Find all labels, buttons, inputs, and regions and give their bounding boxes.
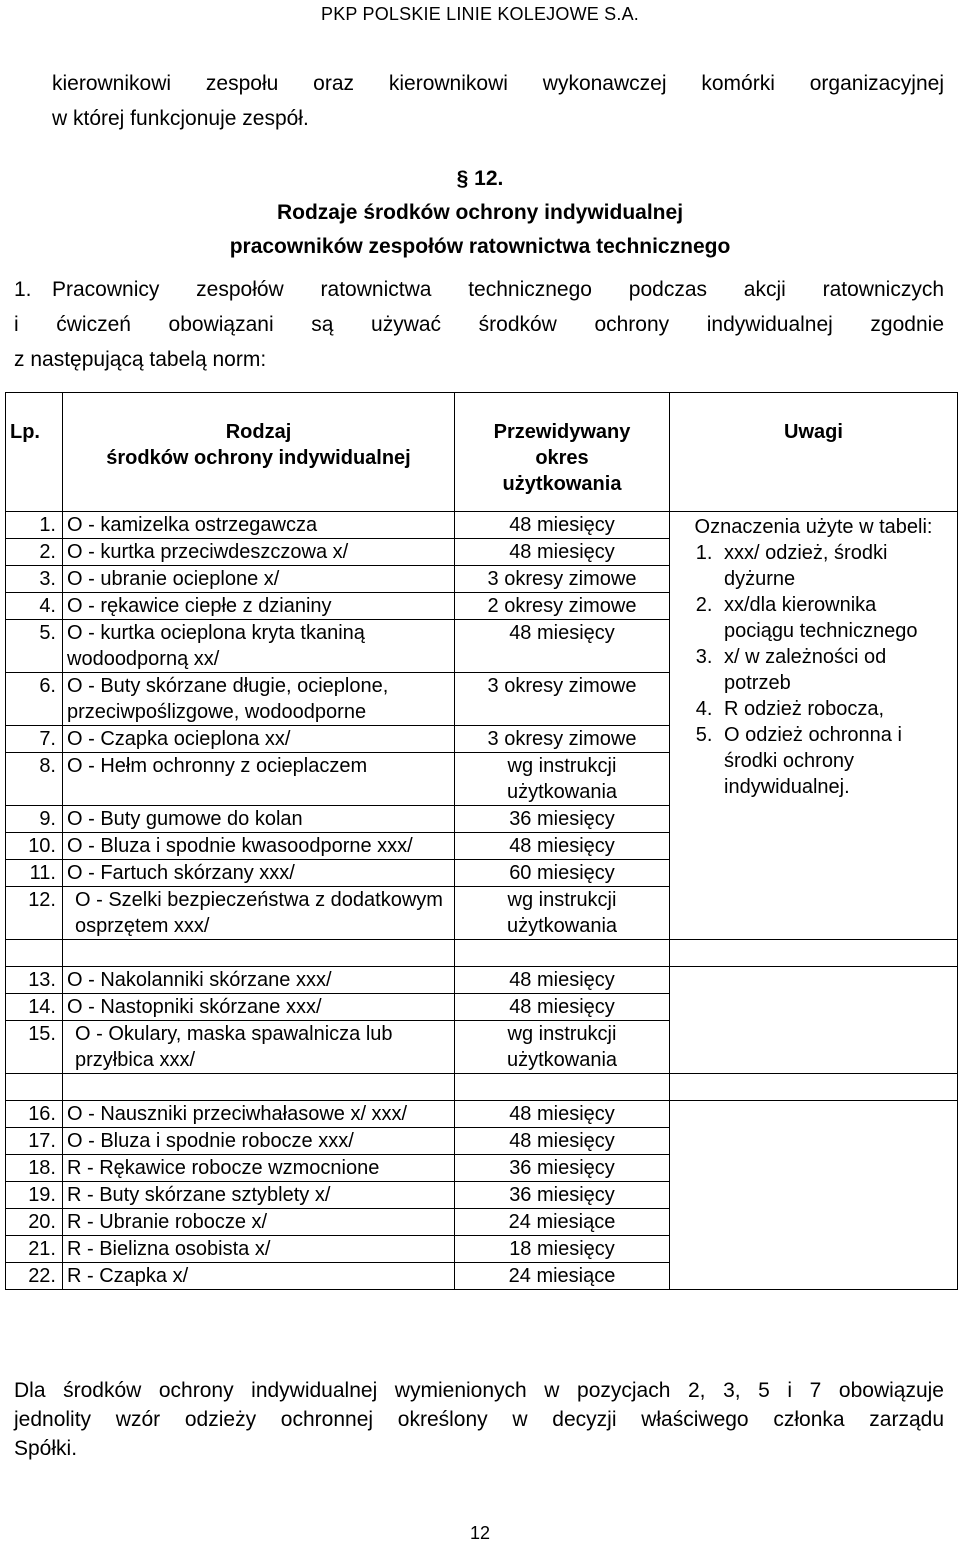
row-item: R - Rękawice robocze wzmocnione: [63, 1155, 455, 1182]
row-item: O - Hełm ochronny z ocieplaczem: [63, 753, 455, 806]
row-lp: 9.: [6, 806, 63, 833]
row-period: wg instrukcji użytkowania: [455, 887, 670, 940]
row-lp: 2.: [6, 539, 63, 566]
row-lp: 6.: [6, 673, 63, 726]
row-period: 24 miesiące: [455, 1209, 670, 1236]
row-period: wg instrukcji użytkowania: [455, 1021, 670, 1074]
row-period: 48 miesięcy: [455, 833, 670, 860]
table-row: [6, 512, 958, 539]
row-period: 3 okresy zimowe: [455, 673, 670, 726]
row-lp: 11.: [6, 860, 63, 887]
note-item: 2. xx/dla kierownika pociągu technicznego: [718, 592, 951, 644]
row-lp: 8.: [6, 753, 63, 806]
row-period: 48 miesięcy: [455, 1101, 670, 1128]
row-item: O - Buty gumowe do kolan: [63, 806, 455, 833]
row-item: O - rękawice ciepłe z dzianiny: [63, 593, 455, 620]
header-lp: Lp.: [6, 393, 63, 512]
row-period: 48 miesięcy: [455, 1128, 670, 1155]
header-period: [455, 393, 670, 512]
row-lp: 17.: [6, 1128, 63, 1155]
empty-notes-cell: [670, 967, 958, 1074]
row-item: R - Czapka x/: [63, 1263, 455, 1290]
row-item: O - kurtka przeciwdeszczowa x/: [63, 539, 455, 566]
row-lp: 20.: [6, 1209, 63, 1236]
row-lp: 5.: [6, 620, 63, 673]
point-line: Pracownicy zespołów ratownictwa technicznego podczas akcji ratowniczych: [52, 278, 944, 301]
row-lp: 3.: [6, 566, 63, 593]
row-period: 3 okresy zimowe: [455, 726, 670, 753]
row-lp: 19.: [6, 1182, 63, 1209]
row-lp: 22.: [6, 1263, 63, 1290]
row-lp: 1.: [6, 512, 63, 539]
row-item: O - Czapka ocieplona xx/: [63, 726, 455, 753]
row-item: O - ubranie ocieplone x/: [63, 566, 455, 593]
row-item: R - Buty skórzane sztyblety x/: [63, 1182, 455, 1209]
notes-title: Oznaczenia użyte w tabeli:: [694, 516, 933, 538]
row-period: 48 miesięcy: [455, 512, 670, 539]
empty-notes-cell: [670, 1101, 958, 1290]
row-item: O - Nakolanniki skórzane xxx/: [63, 967, 455, 994]
table-row-spacer: [6, 940, 958, 967]
header-type-line: środków ochrony indywidualnej: [106, 447, 411, 469]
note-item: 1. xxx/ odzież, środki dyżurne: [718, 540, 951, 592]
header-period-line: okres: [535, 447, 589, 469]
row-period: wg instrukcji użytkowania: [455, 753, 670, 806]
header-type-line: Rodzaj: [225, 421, 292, 443]
closing-paragraph: [14, 1376, 944, 1463]
page-number: 12: [469, 1523, 491, 1543]
row-lp: 21.: [6, 1236, 63, 1263]
intro-line: w której funkcjonuje zespół.: [52, 107, 309, 130]
note-item: 4. R odzież robocza,: [718, 696, 951, 722]
row-period: 36 miesięcy: [455, 1182, 670, 1209]
point-number: 1.: [14, 278, 32, 301]
page-header: PKP POLSKIE LINIE KOLEJOWE S.A.: [321, 4, 639, 24]
row-period: 48 miesięcy: [455, 967, 670, 994]
row-item: O - Nastopniki skórzane xxx/: [63, 994, 455, 1021]
table-row: [6, 1101, 958, 1128]
spacer-cell: [63, 1074, 455, 1101]
row-item: O - Bluza i spodnie kwasoodporne xxx/: [63, 833, 455, 860]
row-lp: 13.: [6, 967, 63, 994]
row-item: O - kamizelka ostrzegawcza: [63, 512, 455, 539]
spacer-cell: [455, 1074, 670, 1101]
row-item: O - Fartuch skórzany xxx/: [63, 860, 455, 887]
spacer-cell: [670, 940, 958, 967]
row-lp: 18.: [6, 1155, 63, 1182]
spacer-cell: [63, 940, 455, 967]
row-item: R - Bielizna osobista x/: [63, 1236, 455, 1263]
row-lp: 10.: [6, 833, 63, 860]
row-period: 60 miesięcy: [455, 860, 670, 887]
section-heading: [0, 162, 960, 264]
row-period: 3 okresy zimowe: [455, 566, 670, 593]
closing-line: Spółki.: [14, 1437, 78, 1460]
intro-line: kierownikowi zespołu oraz kierownikowi wykonawczej komórki organizacyjnej: [52, 72, 944, 95]
notes-cell: [670, 512, 958, 940]
section-title: pracowników zespołów ratownictwa technicznego: [229, 235, 731, 258]
header-period-line: użytkowania: [502, 473, 622, 495]
row-lp: 12.: [6, 887, 63, 940]
norms-table: [5, 392, 958, 1290]
row-item: O - kurtka ocieplona kryta tkaniną wodoodporną xx/: [63, 620, 455, 673]
table-row: [6, 967, 958, 994]
row-period: 2 okresy zimowe: [455, 593, 670, 620]
point-line: i ćwiczeń obowiązani są używać środków ochrony indywidualnej zgodnie: [14, 313, 944, 336]
section-number: § 12.: [456, 167, 504, 190]
row-item: O - Bluza i spodnie robocze xxx/: [63, 1128, 455, 1155]
row-item: O - Okulary, maska spawalnicza lub przyłbica xxx/: [63, 1021, 455, 1074]
row-period: 24 miesiące: [455, 1263, 670, 1290]
row-period: 48 miesięcy: [455, 620, 670, 673]
point-1: [14, 272, 944, 377]
note-item: 3. x/ w zależności od potrzeb: [718, 644, 951, 696]
closing-line: jednolity wzór odzieży ochronnej określony w decyzji właściwego członka zarządu: [14, 1408, 944, 1431]
note-item: 5. O odzież ochronna i środki ochrony indywidualnej.: [718, 722, 951, 800]
row-period: 36 miesięcy: [455, 1155, 670, 1182]
intro-paragraph: [52, 66, 944, 136]
spacer-cell: [6, 940, 63, 967]
point-line: z następującą tabelą norm:: [14, 348, 267, 371]
table-row-spacer: [6, 1074, 958, 1101]
spacer-cell: [455, 940, 670, 967]
header-notes: Uwagi: [670, 393, 958, 512]
table-header-row: [6, 393, 958, 512]
spacer-cell: [6, 1074, 63, 1101]
header-period-line: Przewidywany: [493, 421, 631, 443]
section-title: Rodzaje środków ochrony indywidualnej: [276, 201, 684, 224]
row-lp: 14.: [6, 994, 63, 1021]
row-item: R - Ubranie robocze x/: [63, 1209, 455, 1236]
row-lp: 15.: [6, 1021, 63, 1074]
row-lp: 7.: [6, 726, 63, 753]
closing-line: Dla środków ochrony indywidualnej wymienionych w pozycjach 2, 3, 5 i 7 obowiązuje: [14, 1379, 944, 1402]
row-period: 18 miesięcy: [455, 1236, 670, 1263]
row-item: O - Nauszniki przeciwhałasowe x/ xxx/: [63, 1101, 455, 1128]
row-period: 48 miesięcy: [455, 994, 670, 1021]
row-period: 36 miesięcy: [455, 806, 670, 833]
row-item: O - Buty skórzane długie, ocieplone, przeciwpoślizgowe, wodoodporne: [63, 673, 455, 726]
header-type: [63, 393, 455, 512]
spacer-cell: [670, 1074, 958, 1101]
row-item: O - Szelki bezpieczeństwa z dodatkowym osprzętem xxx/: [63, 887, 455, 940]
row-lp: 16.: [6, 1101, 63, 1128]
row-period: 48 miesięcy: [455, 539, 670, 566]
row-lp: 4.: [6, 593, 63, 620]
